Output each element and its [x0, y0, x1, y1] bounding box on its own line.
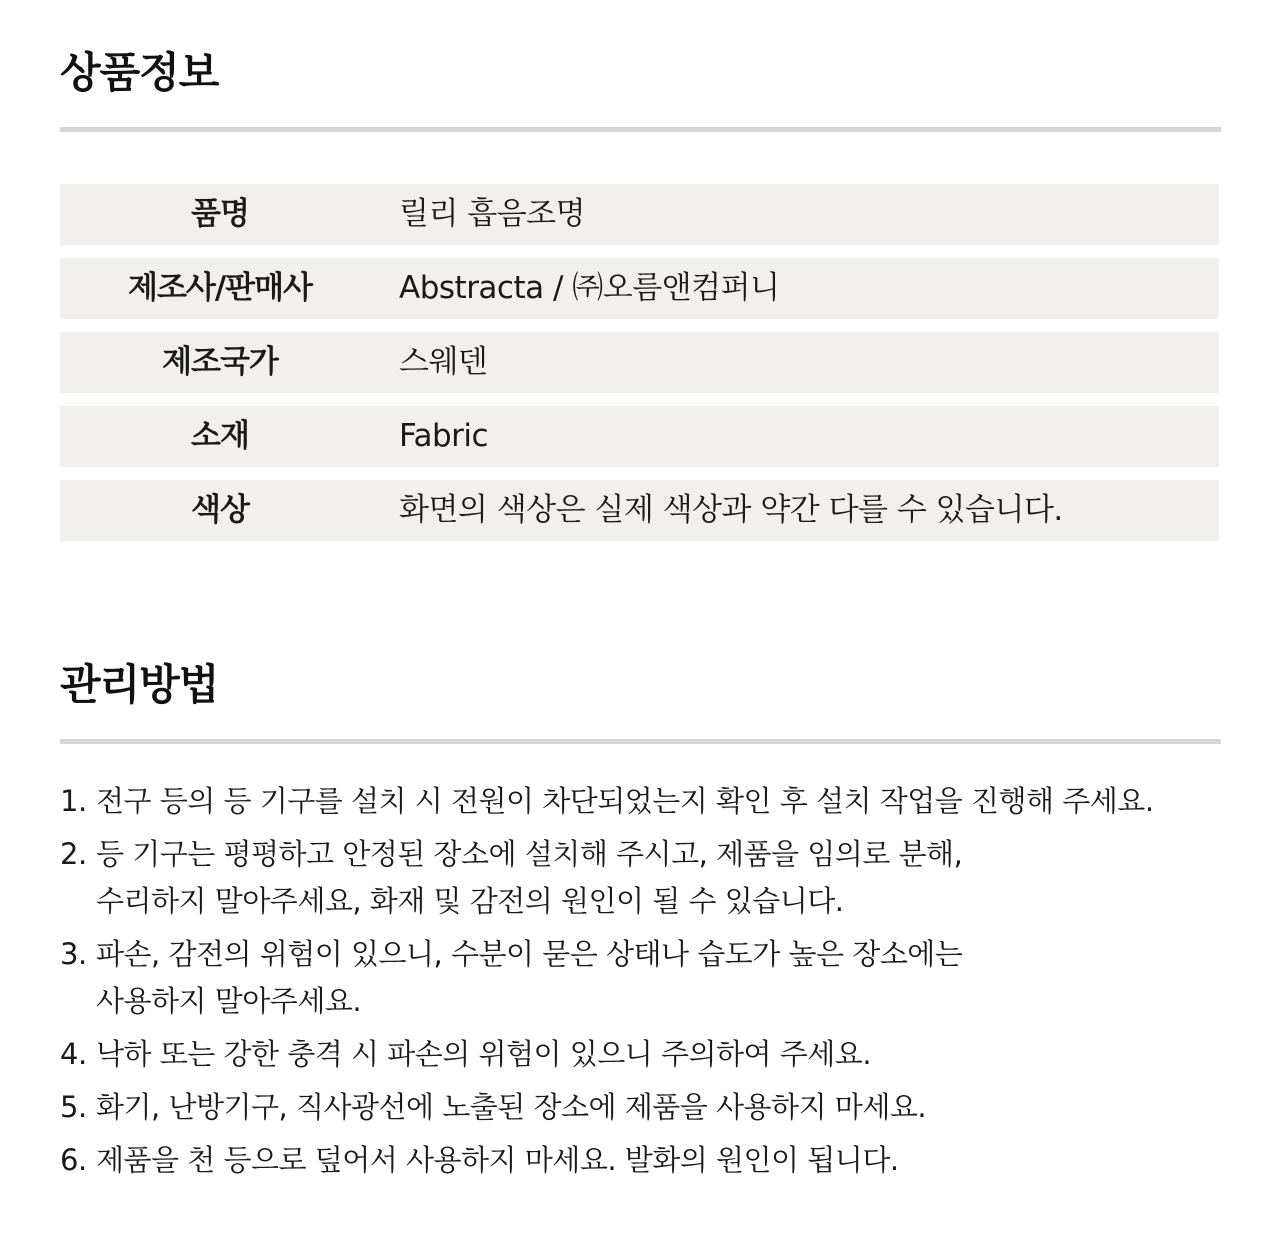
spec-label: 색상	[191, 492, 249, 528]
list-item-line: 등 기구는 평평하고 안정된 장소에 설치해 주시고, 제품을 임의로 분해,	[96, 837, 963, 871]
care-instructions-title: 관리방법	[60, 660, 219, 709]
list-item-line: 수리하지 말아주세요, 화재 및 감전의 원인이 될 수 있습니다.	[96, 884, 844, 918]
spec-row-color	[60, 480, 1219, 541]
product-info-table	[60, 184, 1219, 554]
spec-row-product-name	[60, 184, 1219, 245]
spec-label: 소재	[191, 418, 249, 454]
spec-label: 제조국가	[162, 344, 278, 380]
list-item	[60, 1031, 1220, 1078]
list-item	[60, 1084, 1220, 1131]
list-item-text	[96, 831, 1220, 925]
list-item-text	[96, 778, 1220, 825]
list-item-text	[96, 1137, 1220, 1184]
list-item-number: 5.	[60, 1090, 87, 1124]
list-item-number: 4.	[60, 1037, 87, 1071]
spec-value: Abstracta / ㈜오름앤컴퍼니	[399, 270, 780, 306]
spec-value: 릴리 흡음조명	[399, 196, 586, 232]
care-instructions-divider	[60, 739, 1221, 744]
spec-value: 스웨덴	[399, 344, 488, 380]
list-item-line: 제품을 천 등으로 덮어서 사용하지 마세요. 발화의 원인이 됩니다.	[96, 1143, 899, 1177]
spec-row-country	[60, 332, 1219, 393]
spec-row-manufacturer	[60, 258, 1219, 319]
list-item-line: 파손, 감전의 위험이 있으니, 수분이 묻은 상태나 습도가 높은 장소에는	[96, 937, 963, 971]
list-item-line: 화기, 난방기구, 직사광선에 노출된 장소에 제품을 사용하지 마세요.	[96, 1090, 927, 1124]
list-item-number: 3.	[60, 937, 87, 971]
list-item-text	[96, 1084, 1220, 1131]
care-instructions-list	[60, 778, 1220, 1190]
spec-value: Fabric	[399, 418, 489, 454]
list-item	[60, 778, 1220, 825]
list-item-number: 1.	[60, 784, 87, 818]
spec-label: 제조사/판매사	[128, 270, 312, 306]
list-item-text	[96, 931, 1220, 1025]
spec-row-material	[60, 406, 1219, 467]
list-item-line: 낙하 또는 강한 충격 시 파손의 위험이 있으니 주의하여 주세요.	[96, 1037, 872, 1071]
list-item-number: 6.	[60, 1143, 87, 1177]
list-item-text	[96, 1031, 1220, 1078]
spec-value: 화면의 색상은 실제 색상과 약간 다를 수 있습니다.	[399, 492, 1063, 528]
product-info-title: 상품정보	[60, 48, 219, 97]
list-item-number: 2.	[60, 837, 87, 871]
list-item-line: 전구 등의 등 기구를 설치 시 전원이 차단되었는지 확인 후 설치 작업을 진행해 주세요.	[96, 784, 1154, 818]
list-item	[60, 831, 1220, 925]
product-info-divider	[60, 127, 1221, 132]
list-item-line: 사용하지 말아주세요.	[96, 984, 362, 1018]
list-item	[60, 1137, 1220, 1184]
list-item	[60, 931, 1220, 1025]
spec-label: 품명	[191, 196, 249, 232]
